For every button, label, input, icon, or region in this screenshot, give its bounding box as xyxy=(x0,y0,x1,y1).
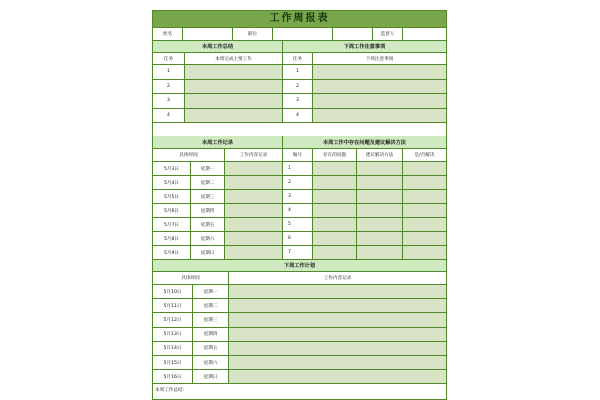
notes-content-cell[interactable] xyxy=(313,109,446,124)
issues-title: 本周工作中存在问题及建议解决方法 xyxy=(283,136,446,149)
suggest-cell[interactable] xyxy=(357,246,403,260)
plan-content-cell[interactable] xyxy=(229,356,446,370)
plan-content-cell[interactable] xyxy=(229,313,446,327)
summary-header-row xyxy=(153,41,446,53)
summary-table-row xyxy=(153,109,446,124)
record-day: 星期四 xyxy=(191,204,225,218)
issue-number: 4 xyxy=(283,204,313,218)
notes-content-cell[interactable] xyxy=(313,65,446,80)
records-subheader-row xyxy=(153,149,446,162)
suggest-cell[interactable] xyxy=(357,232,403,246)
notes-task-number: 1 xyxy=(283,65,313,80)
plan-table-row xyxy=(153,370,446,384)
records-table-row xyxy=(153,204,446,218)
plan-table-row xyxy=(153,328,446,342)
issue-number: 6 xyxy=(283,232,313,246)
summary-content-cell[interactable] xyxy=(185,94,283,109)
plan-col-content: 工作内容记录 xyxy=(229,272,446,285)
plan-content-cell[interactable] xyxy=(229,299,446,313)
summary-task-number: 4 xyxy=(153,109,185,124)
plan-table-row xyxy=(153,285,446,299)
week-summary-title: 本周工作总结 xyxy=(153,41,283,53)
record-date: 5月4日 xyxy=(153,176,191,190)
next-plan-title: 下周工作计划 xyxy=(153,260,446,272)
sheet-title: 工作周报表 xyxy=(153,11,446,28)
plan-table-row xyxy=(153,313,446,327)
plan-content-cell[interactable] xyxy=(229,342,446,356)
week-summary-note[interactable]: 本周工作总结： xyxy=(155,388,188,393)
issue-number: 1 xyxy=(283,162,313,176)
issue-number: 5 xyxy=(283,218,313,232)
summary-content-cell[interactable] xyxy=(185,80,283,95)
plan-subheader-row xyxy=(153,272,446,285)
issue-number: 2 xyxy=(283,176,313,190)
summary-table-row xyxy=(153,65,446,80)
plan-content-cell[interactable] xyxy=(229,285,446,299)
supervisor-field[interactable] xyxy=(403,28,446,41)
records-table-row xyxy=(153,162,446,176)
plan-day: 星期三 xyxy=(193,313,229,327)
position-field[interactable] xyxy=(273,28,333,41)
record-date: 5月7日 xyxy=(153,218,191,232)
notes-task-number: 3 xyxy=(283,94,313,109)
plan-day: 星期日 xyxy=(193,370,229,384)
plan-day: 星期四 xyxy=(193,328,229,342)
supervisor-label: 监督人 xyxy=(373,28,403,41)
plan-content-cell[interactable] xyxy=(229,328,446,342)
summary-subheader-row xyxy=(153,53,446,65)
plan-date: 5月16日 xyxy=(153,370,193,384)
notes-task-number: 2 xyxy=(283,80,313,95)
notes-task-number: 4 xyxy=(283,109,313,124)
summary-content-cell[interactable] xyxy=(185,109,283,124)
record-day: 星期三 xyxy=(191,190,225,204)
issue-cell[interactable] xyxy=(313,232,357,246)
issue-cell[interactable] xyxy=(313,218,357,232)
record-content-cell[interactable] xyxy=(225,246,283,260)
records-header-row xyxy=(153,136,446,149)
record-content-cell[interactable] xyxy=(225,190,283,204)
plan-day: 星期六 xyxy=(193,356,229,370)
summary-task-number: 3 xyxy=(153,94,185,109)
plan-header-row xyxy=(153,260,446,272)
plan-table-row xyxy=(153,356,446,370)
plan-date: 5月13日 xyxy=(153,328,193,342)
plan-day: 星期一 xyxy=(193,285,229,299)
solved-cell[interactable] xyxy=(403,190,446,204)
plan-day: 星期二 xyxy=(193,299,229,313)
record-date: 5月8日 xyxy=(153,232,191,246)
solved-cell[interactable] xyxy=(403,246,446,260)
issue-cell[interactable] xyxy=(313,190,357,204)
name-field[interactable] xyxy=(183,28,233,41)
suggest-cell[interactable] xyxy=(357,218,403,232)
notes-col-content: 下周注意事项 xyxy=(313,53,446,65)
record-content-cell[interactable] xyxy=(225,162,283,176)
plan-col-time: 具体时间 xyxy=(153,272,229,285)
solved-cell[interactable] xyxy=(403,162,446,176)
suggest-cell[interactable] xyxy=(357,176,403,190)
plan-date: 5月12日 xyxy=(153,313,193,327)
solved-cell[interactable] xyxy=(403,204,446,218)
summary-task-number: 1 xyxy=(153,65,185,80)
record-day: 星期五 xyxy=(191,218,225,232)
suggest-cell[interactable] xyxy=(357,190,403,204)
records-col-time: 具体时间 xyxy=(153,149,225,162)
records-table-row xyxy=(153,190,446,204)
summary-col-content: 本周完成主要工作 xyxy=(185,53,283,65)
plan-content-cell[interactable] xyxy=(229,370,446,384)
issue-cell[interactable] xyxy=(313,162,357,176)
records-table-row xyxy=(153,232,446,246)
issues-col-solved: 是/否解决 xyxy=(403,149,446,162)
summary-col-task: 任务 xyxy=(153,53,185,65)
plan-date: 5月15日 xyxy=(153,356,193,370)
records-table-row xyxy=(153,246,446,260)
issue-number: 7 xyxy=(283,246,313,260)
position-label: 职位 xyxy=(233,28,273,41)
notes-col-task: 任务 xyxy=(283,53,313,65)
record-date: 5月6日 xyxy=(153,204,191,218)
solved-cell[interactable] xyxy=(403,232,446,246)
issues-col-issue: 存在的问题 xyxy=(313,149,357,162)
record-date: 5月3日 xyxy=(153,162,191,176)
record-content-cell[interactable] xyxy=(225,218,283,232)
record-day: 星期六 xyxy=(191,232,225,246)
week-records-title: 本周工作记录 xyxy=(153,136,283,149)
weekly-report-sheet xyxy=(152,10,447,400)
summary-table-row xyxy=(153,94,446,109)
plan-table-row xyxy=(153,342,446,356)
record-day: 星期一 xyxy=(191,162,225,176)
summary-task-number: 2 xyxy=(153,80,185,95)
record-date: 5月5日 xyxy=(153,190,191,204)
issues-col-suggest: 建议解决方法 xyxy=(357,149,403,162)
record-day: 星期二 xyxy=(191,176,225,190)
summary-content-cell[interactable] xyxy=(185,65,283,80)
issue-number: 3 xyxy=(283,190,313,204)
info-row xyxy=(153,28,446,41)
suggest-cell[interactable] xyxy=(357,204,403,218)
record-content-cell[interactable] xyxy=(225,232,283,246)
plan-date: 5月11日 xyxy=(153,299,193,313)
name-label: 姓名 xyxy=(153,28,183,41)
plan-day: 星期五 xyxy=(193,342,229,356)
plan-date: 5月10日 xyxy=(153,285,193,299)
record-content-cell[interactable] xyxy=(225,204,283,218)
record-day: 星期日 xyxy=(191,246,225,260)
position-field-extra[interactable] xyxy=(333,28,373,41)
notes-content-cell[interactable] xyxy=(313,80,446,95)
notes-content-cell[interactable] xyxy=(313,94,446,109)
solved-cell[interactable] xyxy=(403,176,446,190)
issue-cell[interactable] xyxy=(313,176,357,190)
suggest-cell[interactable] xyxy=(357,162,403,176)
record-date: 5月9日 xyxy=(153,246,191,260)
next-notes-title: 下周工作注意事项 xyxy=(283,41,446,53)
plan-table-row xyxy=(153,299,446,313)
issue-cell[interactable] xyxy=(313,204,357,218)
record-content-cell[interactable] xyxy=(225,176,283,190)
records-col-content: 工作内容记录 xyxy=(225,149,283,162)
plan-date: 5月14日 xyxy=(153,342,193,356)
solved-cell[interactable] xyxy=(403,218,446,232)
issues-col-no: 编号 xyxy=(283,149,313,162)
issue-cell[interactable] xyxy=(313,246,357,260)
records-table-row xyxy=(153,218,446,232)
summary-table-row xyxy=(153,80,446,95)
records-table-row xyxy=(153,176,446,190)
